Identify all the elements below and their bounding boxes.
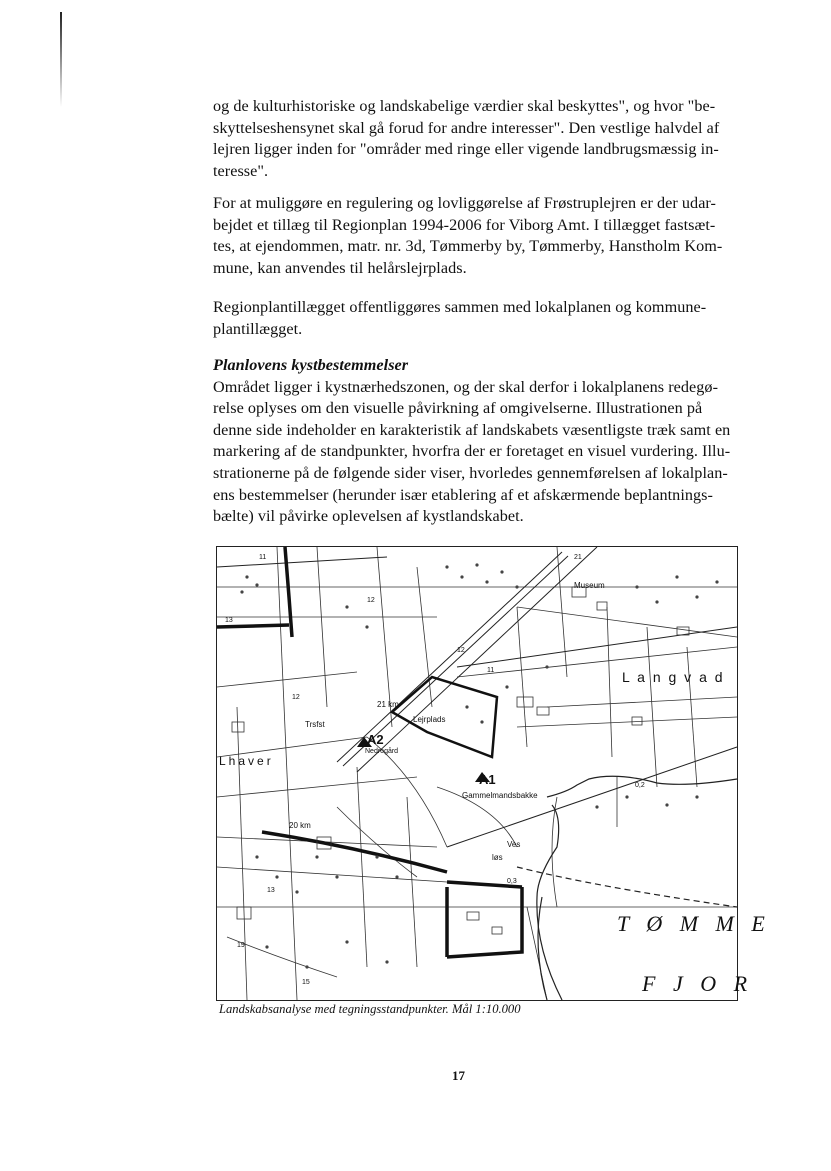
map-label-lejrplads: Lejrplads [413, 715, 446, 724]
map-label-tommerby-fjord-line2: F J O R [642, 971, 754, 996]
map-drawing [217, 547, 771, 1000]
map-coastline [517, 776, 737, 1000]
map-number-label: 19 [237, 942, 245, 949]
text-line: ens bestemmelser (herunder især etablering af et afskærmende beplantnings- [213, 485, 713, 504]
landscape-analysis-map [216, 546, 771, 1001]
map-number-label: 12 [367, 597, 375, 604]
map-label-tommerby-fjord-line1: T Ø M M E [617, 911, 771, 936]
text-line: denne side indeholder en karakteristik af landskabets væsentligste træk samt en [213, 420, 731, 439]
page-number: 17 [452, 1068, 465, 1083]
map-number-label: 12 [292, 694, 300, 701]
text-line: bælte) vil påvirke oplevelsen af kystlandskabet. [213, 507, 524, 526]
section-coastal-provisions [213, 355, 753, 528]
section-heading: Planlovens kystbestemmelser [213, 356, 409, 374]
map-label-langvad: L a n g v a d [622, 669, 725, 685]
text-line: Området ligger i kystnærhedszonen, og der skal derfor i lokalplanens redegø- [213, 377, 719, 396]
paragraph-publication [213, 297, 753, 340]
text-line: Regionplantillægget offentliggøres sammen med lokalplanen og kommune- [213, 298, 707, 316]
text-line: relse oplyses om den visuelle påvirkning af omgivelserne. Illustrationen på [213, 399, 703, 418]
scan-artifact-line [60, 12, 62, 107]
map-label-a2: A2 [367, 732, 384, 747]
map-label-gammelmandsbakke: Gammelmandsbakke [462, 791, 538, 800]
map-number-label: 0,2 [635, 782, 645, 789]
map-number-label: 12 [457, 647, 465, 654]
map-number-label: 11 [487, 667, 495, 674]
map-label-los: løs [492, 853, 503, 862]
map-label-20km: 20 km [289, 821, 311, 830]
map-number-label: 13 [225, 617, 233, 624]
map-number-label: 15 [302, 979, 310, 986]
text-line: bejdet et tillæg til Regionplan 1994-2006 for Viborg Amt. I tillægget fastsæt- [213, 215, 716, 234]
map-label-trsfst: Trsfst [305, 720, 325, 729]
paragraph-regionplan-continuation [213, 96, 753, 182]
map-label-a1: A1 [479, 772, 496, 787]
text-line: strationerne på de følgende sider viser, hvorledes gennemførelsen af lokalplan- [213, 463, 728, 482]
text-line: lejren ligger inden for "områder med ringe eller vigende landbrugsmæssig in- [213, 140, 719, 159]
text-line: tes, at ejendommen, matr. nr. 3d, Tømmerby by, Tømmerby, Hanstholm Kom- [213, 237, 723, 256]
map-label-lhaver: Lhaver [219, 754, 274, 768]
map-number-label: 0,3 [507, 878, 517, 885]
map-caption: Landskabsanalyse med tegningsstandpunkter. Mål 1:10.000 [219, 1002, 521, 1016]
map-number-label: 11 [259, 554, 267, 561]
text-line: teresse". [213, 161, 269, 180]
map-label-21km: 21 km [377, 700, 399, 709]
text-line: For at muliggøre en regulering og lovliggørelse af Frøstruplejren er der udar- [213, 194, 716, 212]
map-vegetation-dots [240, 563, 718, 968]
map-label-nedrogard: Nedrogård [365, 748, 399, 755]
text-line: plantillægget. [213, 319, 303, 338]
map-label-ves: Ves [507, 840, 521, 849]
text-line: markering af de standpunkter, hvorfra der er foretaget en visuel vurdering. Illu- [213, 442, 731, 461]
map-label-museum: Museum [574, 581, 605, 590]
paragraph-regionplan-addendum [213, 193, 753, 279]
map-number-label: 13 [267, 887, 275, 894]
text-line: og de kulturhistoriske og landskabelige værdier skal beskyttes", og hvor "be- [213, 97, 716, 115]
text-line: skyttelseshensynet skal gå forud for andre interesser". Den vestlige halvdel af [213, 118, 720, 137]
map-number-label: 21 [574, 554, 582, 561]
text-line: mune, kan anvendes til helårslejrplads. [213, 258, 467, 277]
